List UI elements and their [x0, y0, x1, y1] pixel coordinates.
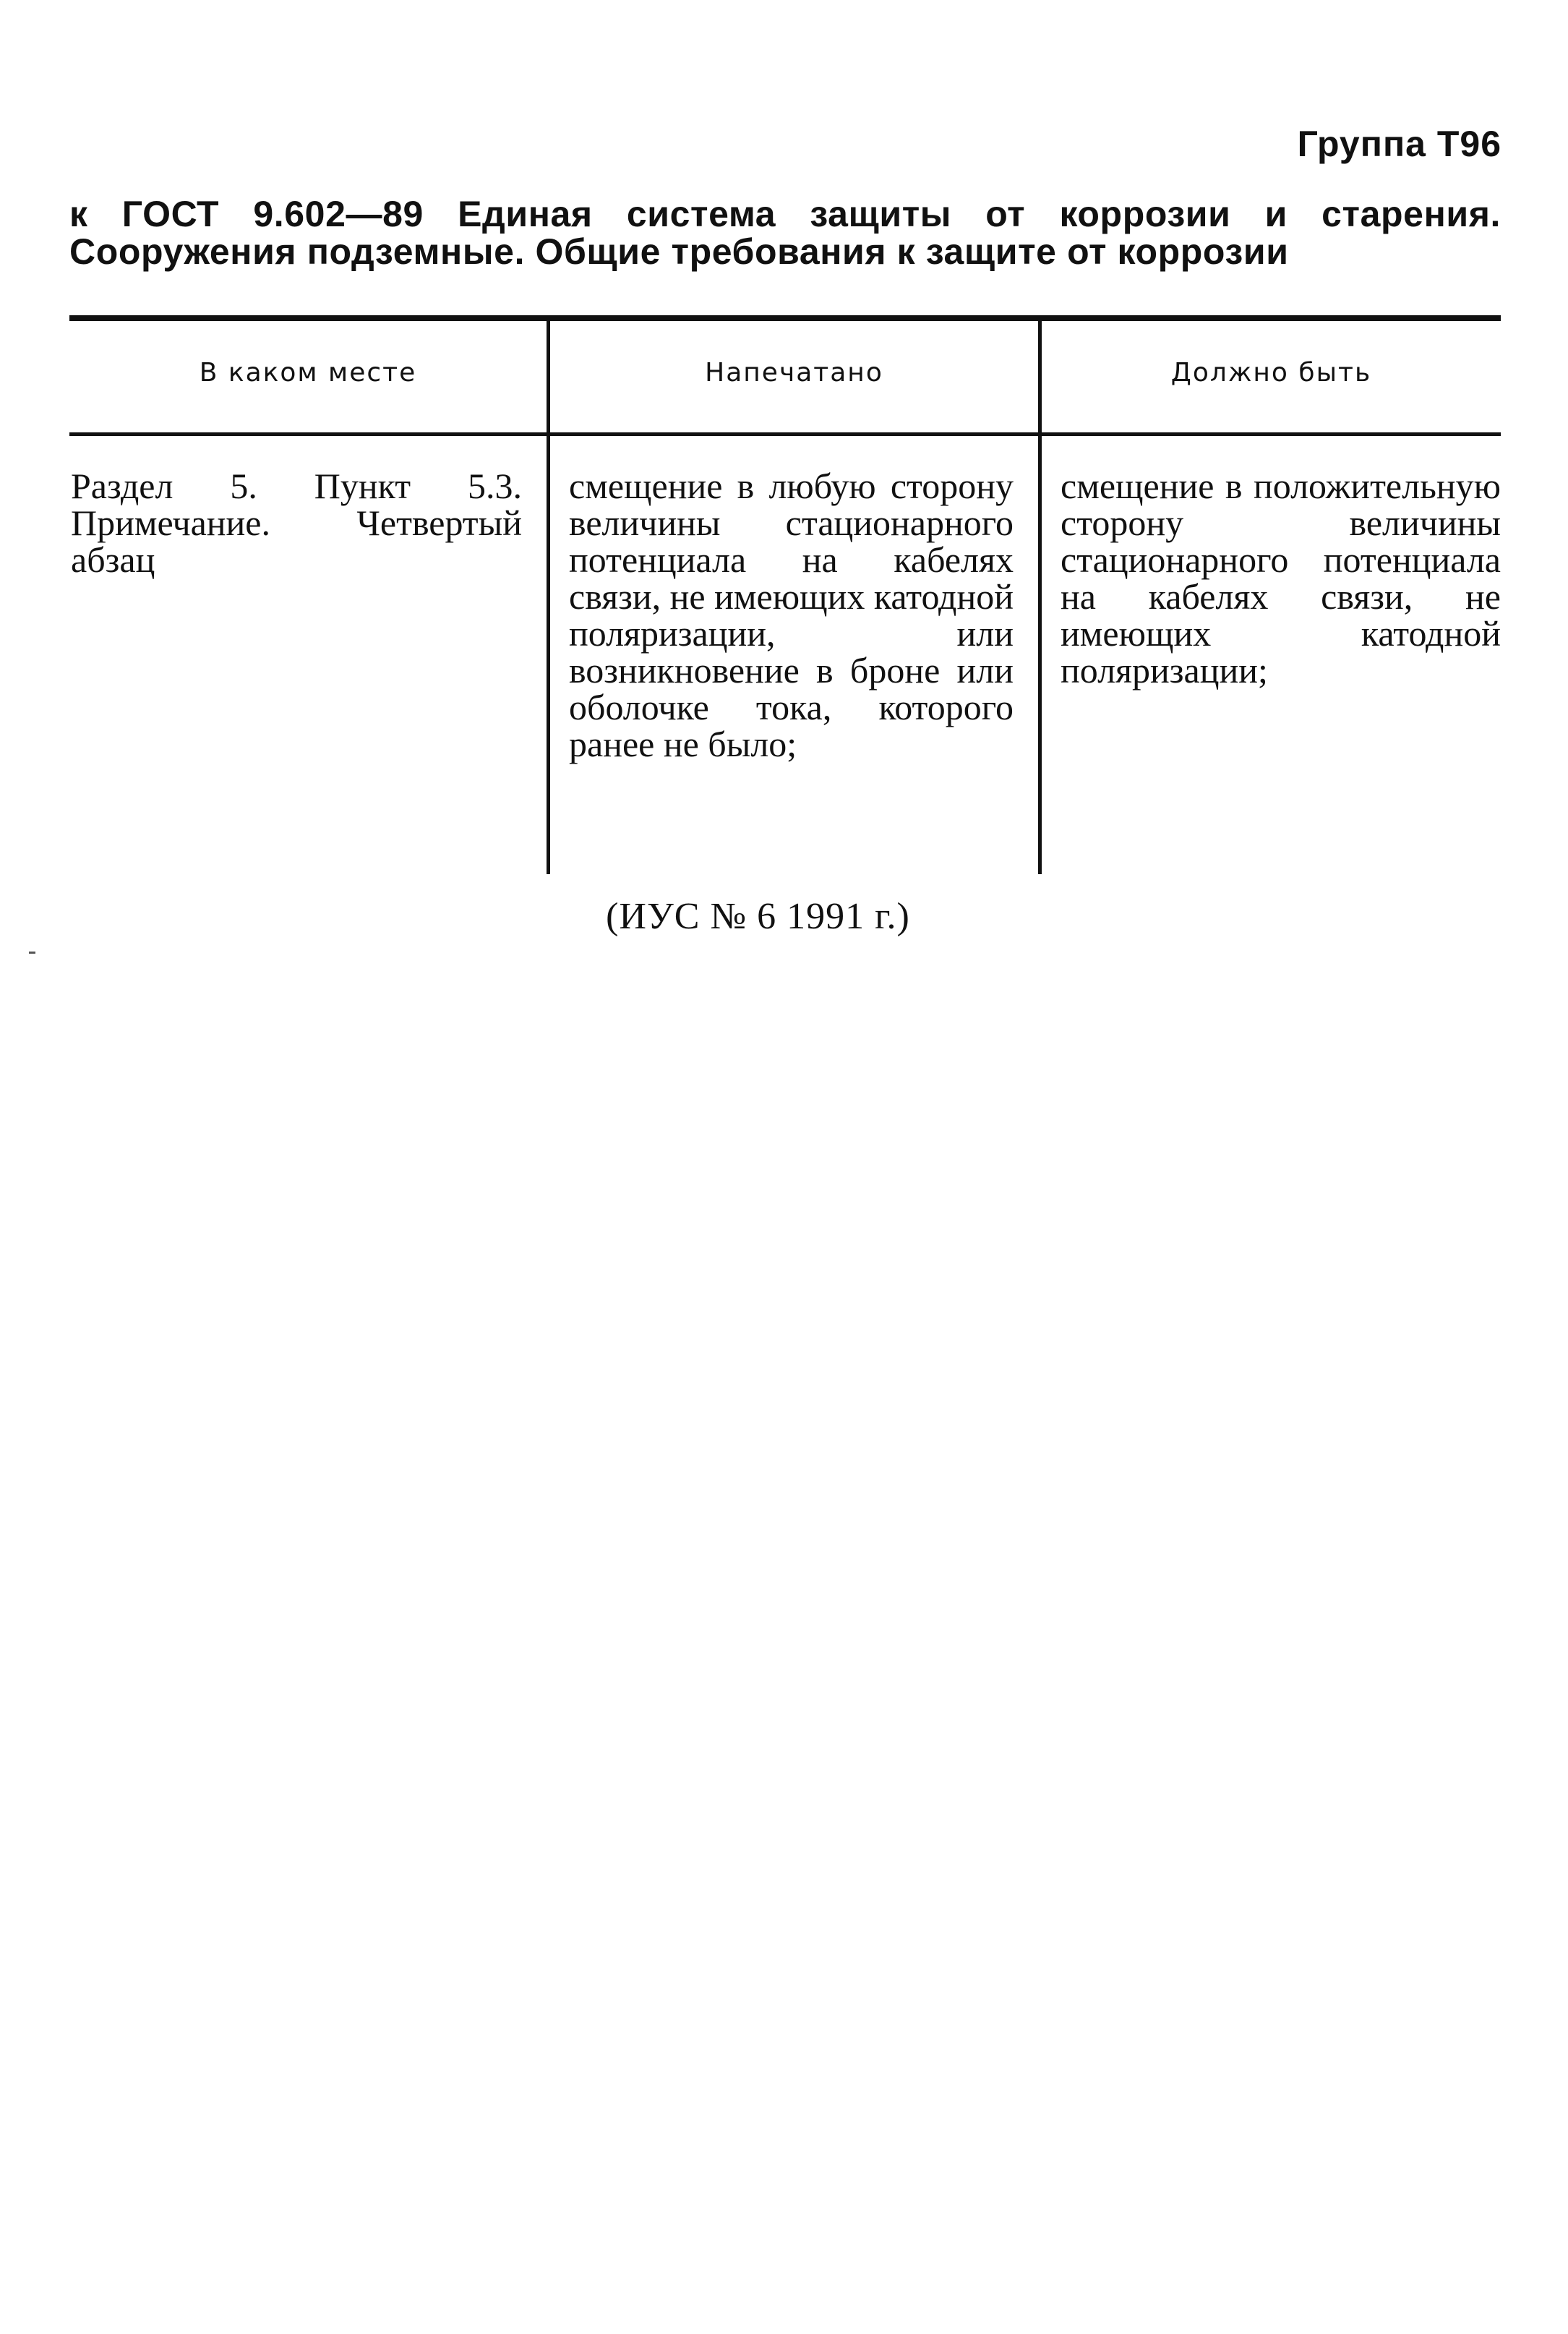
- table-row: [69, 436, 1501, 874]
- table-top-rule: [69, 315, 1501, 321]
- cell-should-be: смещение в положительную сторону величины стационарного потенциала на кабелях связи, не имеющих катодной поляризации;: [1038, 436, 1501, 874]
- source-note: [0, 895, 1568, 938]
- errata-table: [69, 315, 1501, 874]
- column-header-location: [69, 321, 547, 432]
- cell-printed: смещение в любую сторону величины стационарного потенциала на кабелях связи, не имеющих катодной поляризации, или возникновение в броне или оболочке тока, которого ранее не было;: [547, 436, 1038, 874]
- table-header-row: [69, 321, 1501, 432]
- column-header-printed-label: Напечатано: [705, 357, 883, 388]
- scan-margin-mark: [29, 952, 35, 954]
- group-label: Группа Т96: [1297, 124, 1501, 164]
- column-header-location-label: В каком месте: [199, 357, 417, 388]
- source-note-text: (ИУС № 6 1991 г.): [606, 896, 910, 937]
- column-header-printed: [547, 321, 1038, 432]
- column-header-should-be-label: Должно быть: [1170, 357, 1372, 388]
- document-title: к ГОСТ 9.602—89 Единая система защиты от коррозии и старения. Сооружения подземные. Общие требования к защите от коррозии: [69, 194, 1501, 272]
- column-header-should-be: [1038, 321, 1501, 432]
- cell-location: Раздел 5. Пункт 5.3. Примечание. Четвертый абзац: [71, 466, 522, 580]
